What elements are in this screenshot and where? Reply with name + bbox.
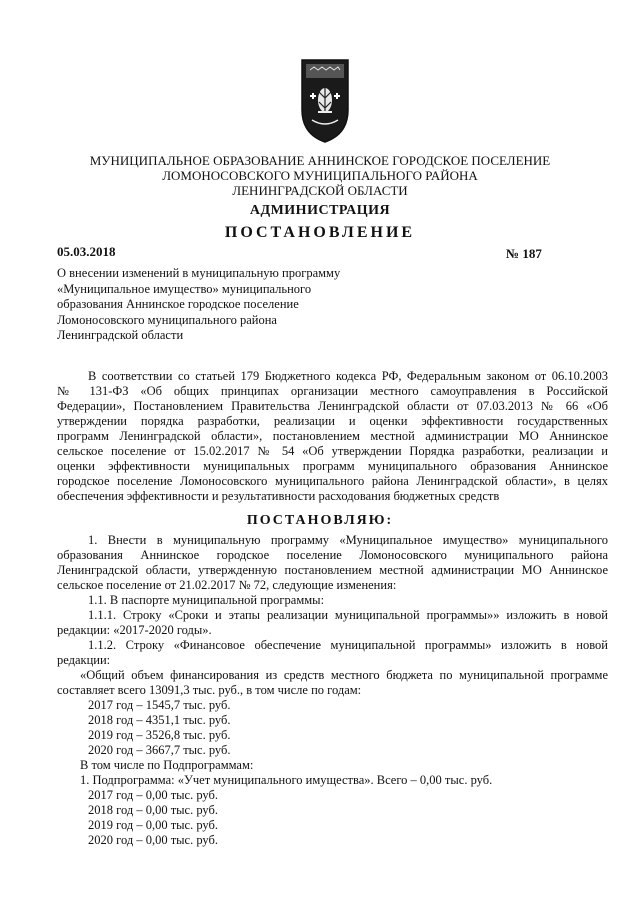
funding-year: 2018 год – 4351,1 тыс. руб.	[88, 713, 231, 727]
subprogram-year: 2019 год – 0,00 тыс. руб.	[88, 818, 219, 832]
subprograms-intro: В том числе по Подпрограммам:	[80, 758, 254, 772]
funding-year: 2017 год – 1545,7 тыс. руб.	[88, 698, 231, 712]
preamble-line: № 131-ФЗ «Об общих принципах организации местного самоуправления в Российской	[57, 384, 608, 398]
item-1-1-2-line: 1.1.2. Строку «Финансовое обеспечение муниципальной программы» изложить в новой	[88, 638, 608, 652]
coat-of-arms-icon	[300, 58, 350, 144]
subject-line: «Муниципальное имущество» муниципального	[57, 281, 312, 296]
preamble-line: обеспечения эффективности и результативности расходования бюджетных средств	[57, 489, 500, 503]
subprogram-year: 2018 год – 0,00 тыс. руб.	[88, 803, 219, 817]
document-type-title: ПОСТАНОВЛЕНИЕ	[224, 224, 416, 241]
item-1-1-1-line: редакции: «2017-2020 годы».	[57, 623, 212, 637]
administration-title: АДМИНИСТРАЦИЯ	[249, 203, 391, 218]
preamble-line: программ Ленинградской области», постановлением местной администрации МО Аннинское	[57, 429, 608, 443]
item-1-1-2-line: редакции:	[57, 653, 111, 667]
preamble-line: Федерации», Постановлением Правительства Ленинградской области от 07.03.2013 № 66 «Об	[57, 399, 608, 413]
item-line: 1. Внести в муниципальную программу «Муниципальное имущество» муниципального	[88, 533, 608, 547]
funding-year: 2020 год – 3667,7 тыс. руб.	[88, 743, 231, 757]
subject-line: Ломоносовского муниципального района	[57, 312, 277, 327]
funding-intro-line: составляет всего 13091,3 тыс. руб., в том числе по годам:	[57, 683, 362, 697]
item-1-1-1-line: 1.1.1. Строку «Сроки и этапы реализации муниципальной программы»» изложить в новой	[88, 608, 608, 622]
item-line: Ленинградской области, утвержденную постановлением местной администрации МО Аннинское	[57, 563, 608, 577]
preamble-line: утверждении порядка разработки, реализации и оценки эффективности государственных	[57, 414, 608, 428]
subprogram-1: 1. Подпрограмма: «Учет муниципального имущества». Всего – 0,00 тыс. руб.	[80, 773, 493, 787]
subject-line: Ленинградской области	[57, 328, 184, 342]
header-line-1: МУНИЦИПАЛЬНОЕ ОБРАЗОВАНИЕ АННИНСКОЕ ГОРОДСКОЕ ПОСЕЛЕНИЕ	[89, 153, 551, 168]
subject-line: О внесении изменений в муниципальную программу	[57, 266, 341, 280]
document-date: 05.03.2018	[57, 244, 116, 259]
header-line-3: ЛЕНИНГРАДСКОЙ ОБЛАСТИ	[232, 183, 408, 198]
funding-intro-line: «Общий объем финансирования из средств местного бюджета по муниципальной программе	[80, 668, 608, 682]
preamble-line: сельское поселение от 15.02.2017 № 54 «Об утверждении Порядка разработки, реализации и	[57, 444, 608, 458]
item-line: образования Аннинское городское поселение Ломоносовского муниципального района	[57, 548, 608, 562]
item-line: сельское поселение от 21.02.2017 № 72, следующие изменения:	[57, 578, 397, 592]
decree-heading: ПОСТАНОВЛЯЮ:	[246, 513, 394, 528]
item-1-1: 1.1. В паспорте муниципальной программы:	[88, 593, 325, 607]
preamble-line: В соответствии со статьей 179 Бюджетного кодекса РФ, Федеральным законом от 06.10.2003	[88, 369, 608, 383]
subject-block	[57, 266, 340, 344]
subject-line: образования Аннинское городское поселение	[57, 297, 299, 311]
subprogram-year: 2017 год – 0,00 тыс. руб.	[88, 788, 219, 802]
header-line-2: ЛОМОНОСОВСКОГО МУНИЦИПАЛЬНОГО РАЙОНА	[162, 168, 478, 183]
preamble-line: оценки эффективности муниципальных программ муниципального образования Аннинское	[57, 459, 608, 473]
funding-year: 2019 год – 3526,8 тыс. руб.	[88, 728, 231, 742]
preamble-line: городское поселение Ломоносовского муниципального района Ленинградской области», в целях	[57, 474, 608, 488]
subprogram-year: 2020 год – 0,00 тыс. руб.	[88, 833, 219, 847]
document-number: № 187	[506, 246, 542, 261]
